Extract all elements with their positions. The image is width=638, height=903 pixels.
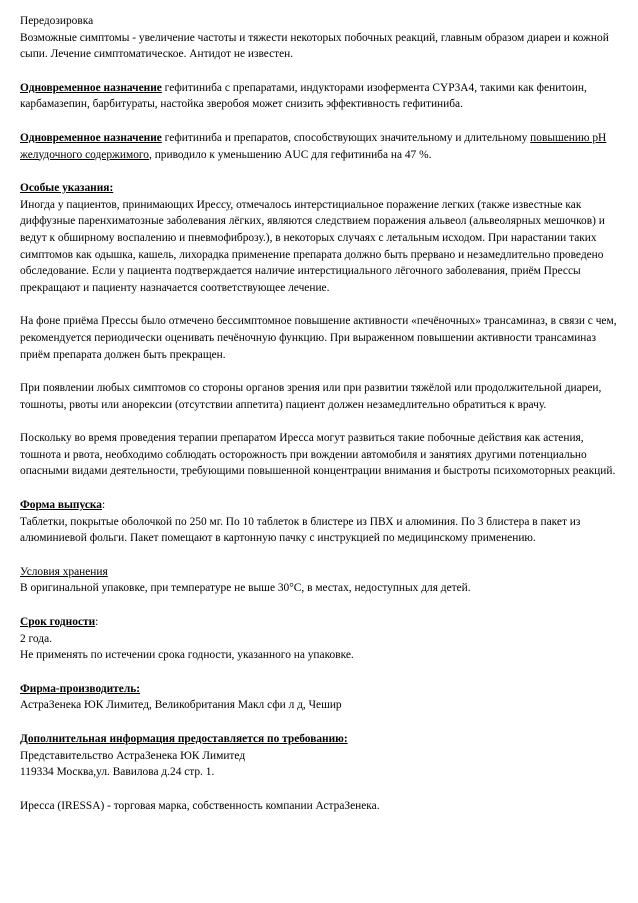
special-paragraph-3: При появлении любых симптомов со стороны органов зрения или при развитии тяжёлой или продолжительной диареи, тошноты, рвоты или анорексии (отсутствии аппетита) пациент должен незамедлительно обратиться к врачу.: [20, 382, 602, 411]
overdose-heading: Передозировка: [20, 15, 94, 27]
storage-text: В оригинальной упаковке, при температуре не выше 30°C, в местах, недоступных для детей.: [20, 582, 471, 595]
shelf-line-1: 2 года.: [20, 632, 52, 645]
section-additional-info: [20, 731, 620, 781]
form-heading: Форма выпуска: [20, 499, 102, 512]
section-overdose: [20, 13, 620, 63]
form-colon: :: [101, 499, 106, 512]
section-special-3: [20, 380, 620, 413]
section-shelf-life: [20, 614, 620, 664]
coadmin-ph-paragraph: [20, 130, 620, 163]
shelf-colon: :: [95, 616, 99, 629]
section-special-4: [20, 430, 620, 480]
section-storage: [20, 564, 620, 597]
additional-line-1: Представительство АстраЗенека ЮК Лимитед: [20, 749, 246, 762]
document-page: [20, 13, 620, 831]
manufacturer-heading: Фирма-производитель:: [20, 682, 141, 695]
manufacturer-text: АстраЗенека ЮК Лимитед, Великобритания Макл сфи л д, Чешир: [20, 699, 342, 712]
coadmin-ph-heading: Одновременное назначение: [20, 131, 162, 144]
additional-line-2: 119334 Москва,ул. Вавилова д.24 стр. 1.: [20, 766, 215, 779]
shelf-line-2: Не применять по истечении срока годности, указанного на упаковке.: [20, 649, 354, 662]
coadmin-ph-underlined: повышению pH желудочного содержимого: [20, 131, 607, 161]
shelf-heading: Срок годности: [20, 616, 96, 629]
overdose-text: Возможные симптомы - увеличение частоты и тяжести некоторых побочных реакций, главным образом диареи и кожной сыпи. Лечение симптоматическое. Антидот не известен.: [20, 31, 609, 61]
special-paragraph-4: Поскольку во время проведения терапии препаратом Иресса могут развиться такие побочные действия как астения, тошнота и рвота, необходимо соблюдать осторожность при вождении автомобиля и занятиях другими потенциально опасными видами деятельности, требующими повышенной концентрации внимания и быстроты психомоторных реакций.: [20, 432, 616, 478]
coadmin-cyp-paragraph: [20, 80, 620, 113]
coadmin-ph-text-b: , приводило к уменьшению AUC для гефитиниба на 47 %.: [149, 148, 432, 161]
special-paragraph-1: Иногда у пациентов, принимающих Ирессу, отмечалось интерстициальное поражение легких (также известные как диффузные паренхиматозные заболевания лёгких, являются следствием поражения альвеол (альвеолярных мешочков) и ведут к обширному воспалению и пневмофиброзу.), в некоторых случаях с летальным исходом. При нарастании таких симптомов как одышка, кашель, лихорадка применение препарата должно быть прервано и незамедлительно проведено обследование. Если у пациента подтверждается наличие интерстициального лёгочного заболевания, приём Прессы прекращают и пациенту назначается соответствующее лечение.: [20, 198, 605, 294]
coadmin-cyp-text: гефитиниба с препаратами, индукторами изофермента CYP3A4, такими как фенитоин, карбамазепин, барбитураты, настойка зверобоя может снизить эффективность гефитиниба.: [20, 81, 587, 111]
shelf-heading-line: [20, 614, 620, 631]
section-special: [20, 180, 620, 296]
section-form: [20, 497, 620, 547]
section-special-2: [20, 313, 620, 363]
coadmin-ph-text-a: гефитиниба и препаратов, способствующих значительному и длительному: [161, 131, 531, 144]
form-text: Таблетки, покрытые оболочкой по 250 мг. По 10 таблеток в блистере из ПВХ и алюминия. По 3 блистера в пакет из алюминиевой фольги. Пакет помещают в картонную пачку с инструкцией по медицинскому применению.: [20, 515, 581, 545]
section-manufacturer: [20, 681, 620, 714]
coadmin-cyp-heading: Одновременное назначение: [20, 81, 162, 94]
form-heading-line: [20, 497, 620, 514]
special-paragraph-2: На фоне приёма Прессы было отмечено бессимптомное повышение активности «печёночных» трансаминаз, в связи с чем, рекомендуется периодически оценивать печёночную функцию. При выраженном повышении активности трансаминаз приём препарата должен быть прекращен.: [20, 315, 617, 361]
section-trademark: [20, 798, 620, 815]
trademark-text: Иресса (IRESSA) - торговая марка, собственность компании АстраЗенека.: [20, 799, 380, 812]
additional-heading: Дополнительная информация предоставляется по требованию:: [20, 733, 348, 745]
special-heading: Особые указания:: [20, 182, 114, 195]
storage-heading: Условия хранения: [20, 565, 108, 578]
section-coadmin-ph: [20, 130, 620, 163]
section-coadmin-cyp: [20, 80, 620, 113]
